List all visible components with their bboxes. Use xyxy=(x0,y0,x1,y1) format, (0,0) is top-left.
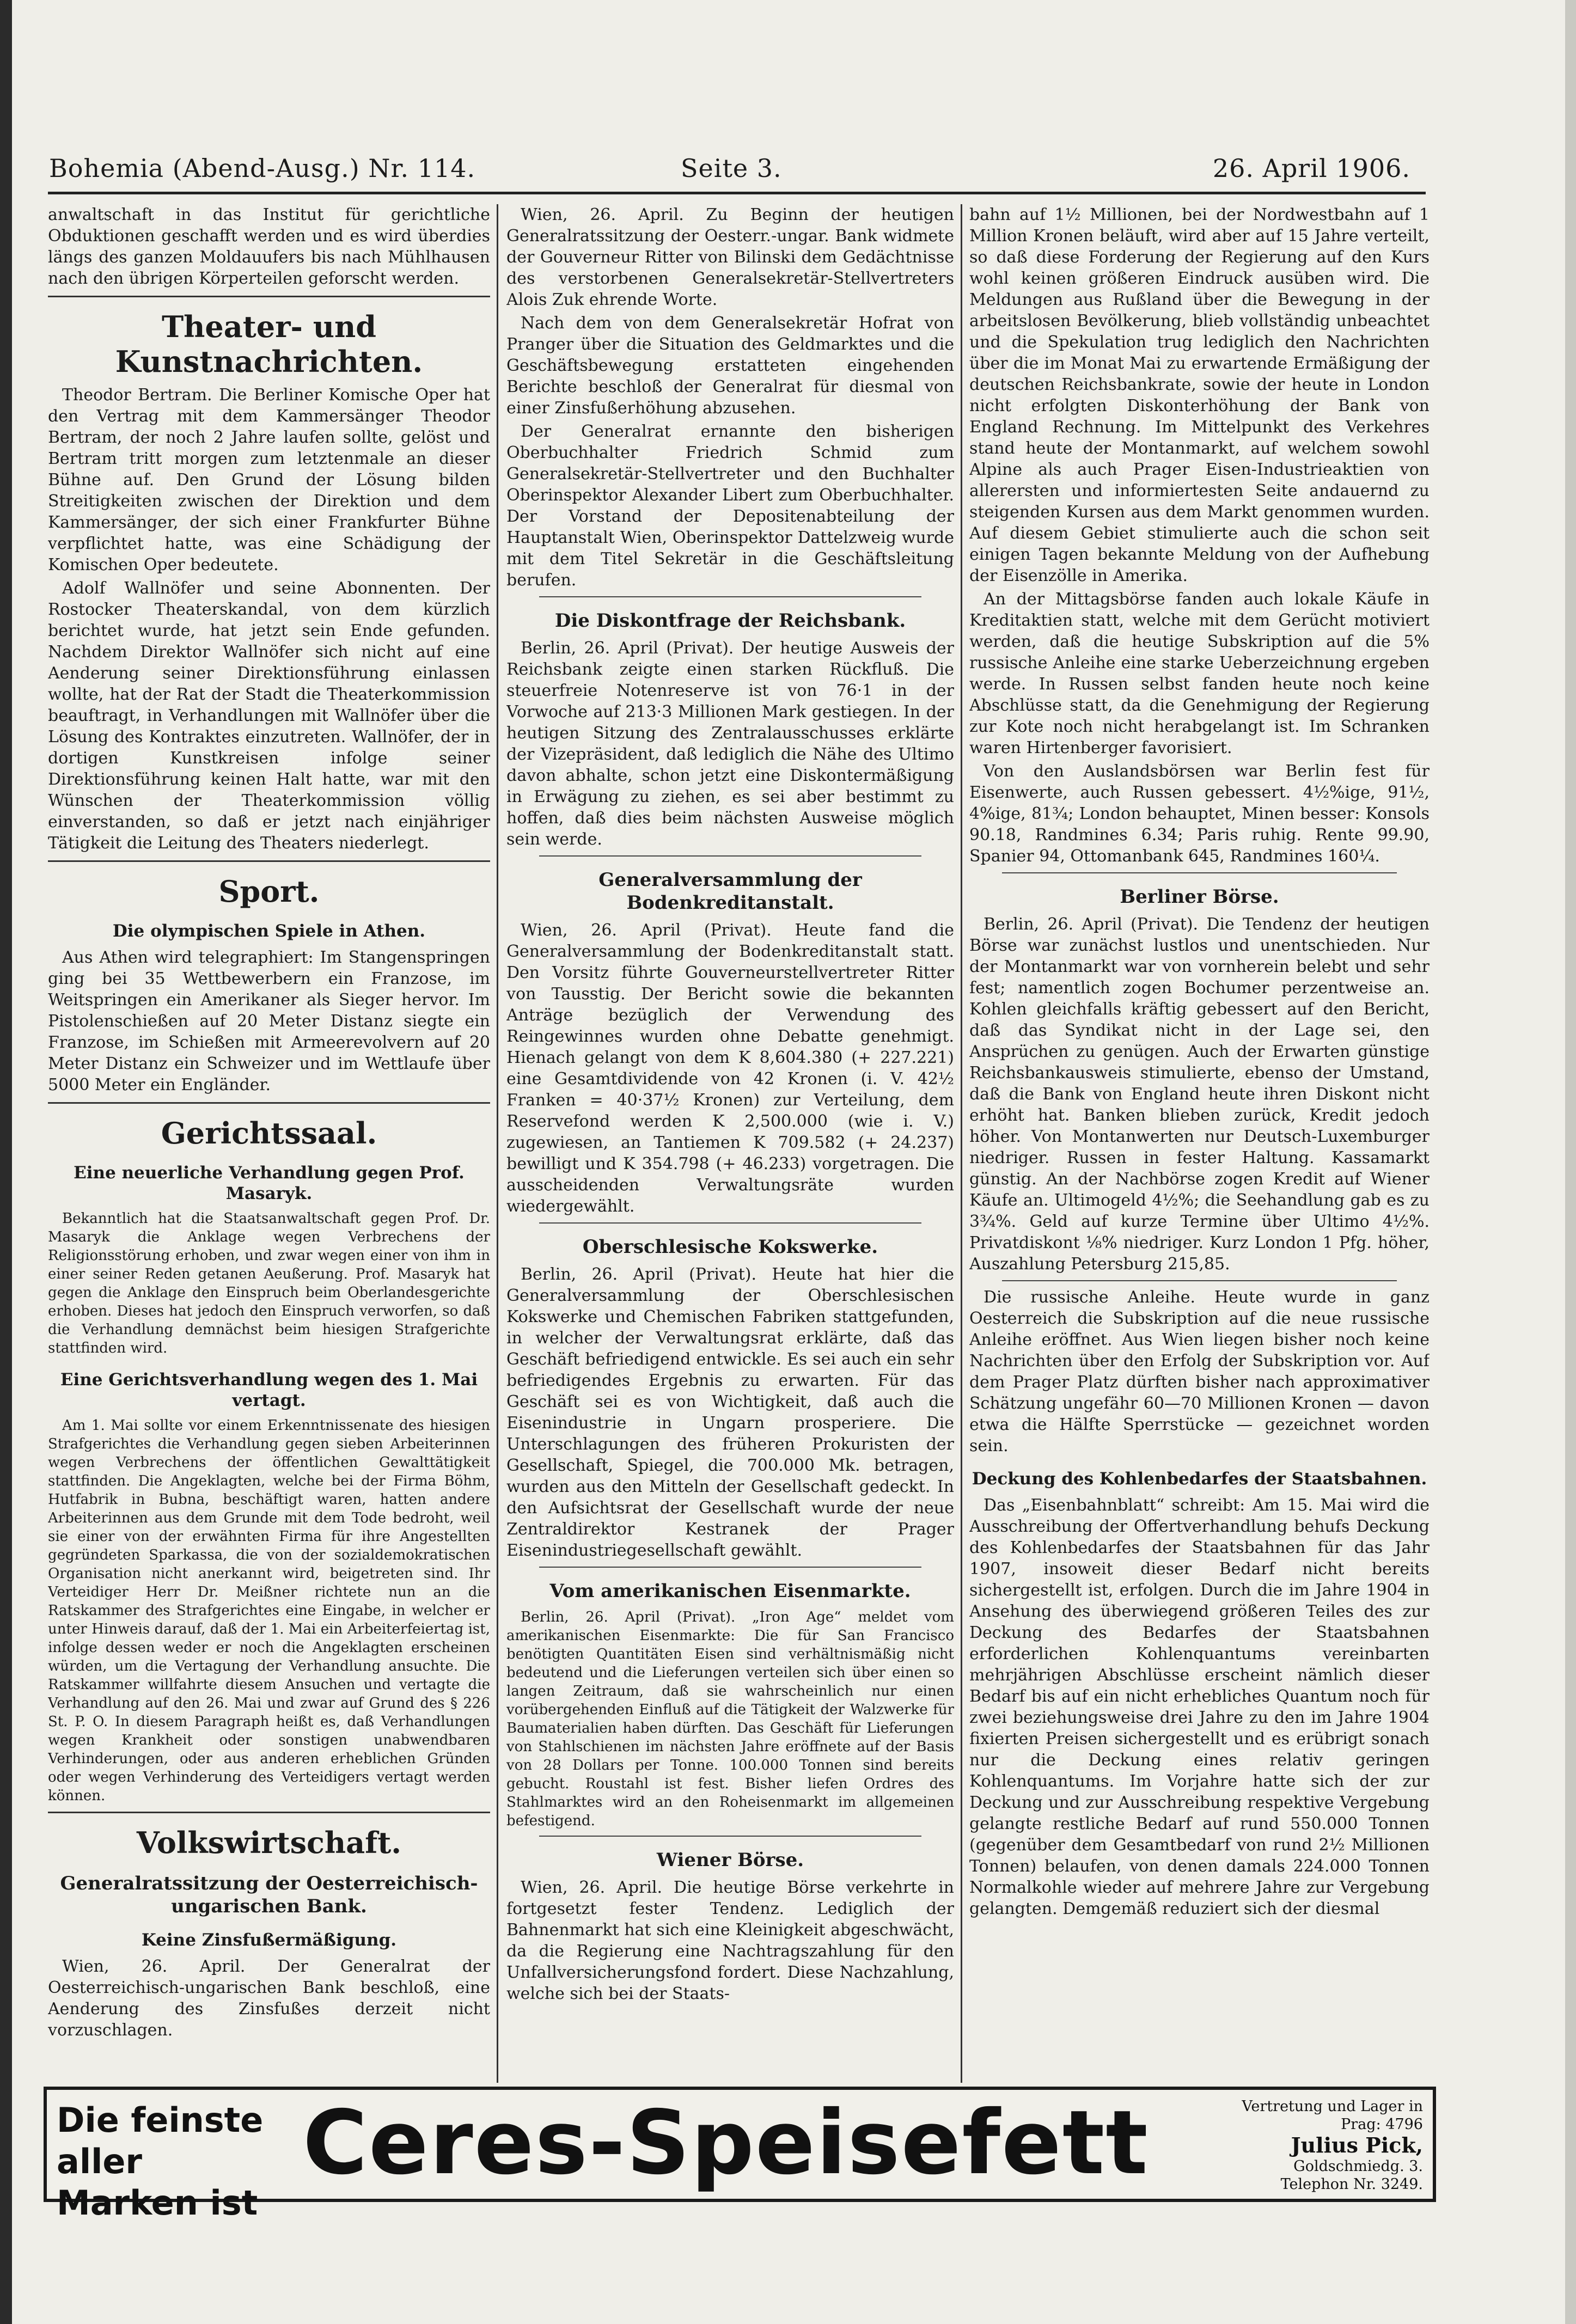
section-divider xyxy=(48,296,490,297)
ad-tagline xyxy=(57,2100,285,2223)
article-wiener-boerse: Wien, 26. April. Die heutige Börse verkehrte in fortgesetzt fester Tendenz. Lediglich der Bahnenmarkt hat sich eine Kleinigkeit abgeschwächt, da die Regierung eine Nachtragszahlung für den Unfallversicherungsfond fordert. Diese Nachzahlung, welche sich bei der Staats- xyxy=(506,1878,954,2003)
column-2 xyxy=(506,204,954,2083)
article-diskont: Berlin, 26. April (Privat). Der heutige Ausweis der Reichsbank zeigte einen starken Rückfluß. Die steuerfreie Notenreserve ist von 76·1 in der Vorwoche auf 213·3 Millionen Mark gestiegen. In der heutigen Sitzung des Zentralausschusses erklärte der Vizepräsident, daß lediglich die Nähe des Ultimo davon abhalte, schon jetzt eine Diskontermäßigung in Erwägung zu ziehen, es sei aber bestimmt zu hoffen, daß dies beim nächsten Ausweise möglich sein werde. xyxy=(506,639,954,849)
article-auslandsboersen: Von den Auslandsbörsen war Berlin fest für Eisenwerte, auch Russen gebessert. 4½%ige, 91½, 4%ige, 81¾; London behauptet, Minen besser: Konsols 90.18, Randmines 6.34; Paris ruhig. Rente 99.90, Spanier 94, Ottomanbank 645, Randmines 160¼. xyxy=(969,762,1430,866)
headline-bodenkredit: Generalversammlung der Bodenkreditanstalt. xyxy=(598,869,862,914)
ad-vendor-line1: Vertretung und Lager in xyxy=(1242,2098,1423,2115)
section-title-court: Gerichtssaal. xyxy=(161,1116,377,1151)
header-date: 26. April 1906. xyxy=(1212,154,1410,183)
header-rule xyxy=(48,192,1426,194)
ad-vendor-phone: Telephon Nr. 3249. xyxy=(1280,2176,1423,2193)
article-russische-anleihe: Die russische Anleihe. Heute wurde in ganz Oesterreich die Subskription auf die neue russische Anleihe eröffnet. Aus Wien liegen bisher noch keine Nachrichten über den Erfolg der Subskription vor. Auf dem Prager Platz dürften bisher nach approximativer Schätzung ungefähr 60—70 Millionen Kronen — davon etwa die Hälfte Sperrstücke — gezeichnet worden sein. xyxy=(969,1288,1430,1455)
section-divider xyxy=(48,1102,490,1104)
ad-tagline-line1: Die feinste aller xyxy=(57,2100,264,2181)
article-mittagsboerse: An der Mittagsbörse fanden auch lokale Käufe in Kreditaktien statt, welche mit dem Gerücht motiviert werden, daß die heutige Subskription auf die 5% russische Anleihe eine starke Ueberzeichnung ergeben werde. In Russen selbst fanden heute noch keine Abschlüsse statt, da die Genehmigung der Regierung zur Kote noch nicht herabgelangt ist. Im Schranken waren Hirtenberger favorisiert. xyxy=(969,590,1430,757)
advertisement-ceres xyxy=(44,2087,1436,2223)
article-eisenmarkt: Berlin, 26. April (Privat). „Iron Age“ meldet vom amerikanischen Eisenmarkte: Die für San Francisco benötigten Quantitäten Eisen sind verhältnismäßig nicht bedeutend und die Lieferungen verteilen sich über einen so langen Zeitraum, daß sie wahrscheinlich nur einen vorübergehenden Einfluß auf die Tätigkeit der Walzwerke für Baumaterialien haben dürften. Das Geschäft für Lieferungen von Stahlschienen im nächsten Jahre eröffnete auf der Basis von 28 Dollars per Tonne. 100.000 Tonnen sind bereits gebucht. Roustahl ist fest. Bisher liefen Ordres des Stahlmarktes wird an den Roheisenmarkt im allgemeinen befestigend. xyxy=(506,1609,954,1829)
headline-wiener-boerse: Wiener Börse. xyxy=(656,1849,804,1871)
article-divider xyxy=(539,1222,921,1224)
section-title-economy: Volkswirtschaft. xyxy=(136,1825,402,1860)
ad-vendor-name: Julius Pick, xyxy=(1291,2133,1423,2157)
column-3 xyxy=(969,204,1430,2083)
article-continuation: anwaltschaft in das Institut für gerichtliche Obduktionen geschafft werden und es wird überdies längs des ganzen Moldauufers bis nach Mühlhausen nach den übrigen Körperteilen geforscht werden. xyxy=(48,205,490,288)
section-divider xyxy=(48,1812,490,1813)
headline-mai: Eine Gerichtsverhandlung wegen des 1. Mai vertagt. xyxy=(60,1370,478,1410)
header-page-number: Seite 3. xyxy=(681,154,782,183)
column-rule-1 xyxy=(497,204,498,2083)
section-divider xyxy=(48,860,490,862)
article-divider xyxy=(539,596,921,597)
headline-eisenmarkt: Vom amerikanischen Eisenmarkte. xyxy=(549,1580,911,1602)
article-generalrat-sitzung: Wien, 26. April. Zu Beginn der heutigen Generalratssitzung der Oesterr.-ungar. Bank widmete der Gouverneur Ritter von Bilinski dem Gedächtnisse des verstorbenen Generalsekretär-Stellvertreters Alois Zuk ehrende Worte. xyxy=(506,205,954,309)
article-kokswerke: Berlin, 26. April (Privat). Heute hat hier die Generalversammlung der Oberschlesischen Kokswerke und Chemischen Fabriken stattgefunden, in welcher der Verwaltungsrat erklärte, daß das Geschäft befriedigend entwickle. Es sei auch ein sehr befriedigendes Ergebnis zu erwarten. Für das Geschäft sei es von Wichtigkeit, daß auch die Eisenindustrie in Ungarn prosperiere. Die Unterschlagungen des früheren Prokuristen der Gesellschaft, Spiegel, die 700.000 Mk. betragen, wurden aus den Mitteln der Gesellschaft gedeckt. In den Aufsichtsrat der Gesellschaft wurde der neue Zentraldirektor Kestranek der Prager Eisenindustriegesellschaft gewählt. xyxy=(506,1265,954,1560)
scan-edge-right xyxy=(1565,0,1576,2324)
headline-zins: Keine Zinsfußermäßigung. xyxy=(141,1930,397,1950)
article-masaryk: Bekanntlich hat die Staatsanwaltschaft gegen Prof. Dr. Masaryk die Anklage wegen Verbrechens der Religionsstörung erhoben, und zwar wegen einer von ihm in einer seiner Reden getanen Aeußerung. Prof. Masaryk hat gegen die Anklage den Einspruch beim Oberlandesgerichte erhoben. Dieses hat jedoch den Einspruch verworfen, so daß die Verhandlung demnächst beim hiesigen Strafgerichte stattfinden wird. xyxy=(48,1210,490,1356)
ad-tagline-line2: Marken ist xyxy=(57,2183,258,2223)
ad-vendor-address: Goldschmiedg. 3. xyxy=(1293,2158,1423,2175)
article-kohlenbedarf: Das „Eisenbahnblatt“ schreibt: Am 15. Mai wird die Ausschreibung der Offertverhandlung behufs Deckung des Kohlenbedarfes der Staatsbahnen für das Jahr 1907, insoweit dieser Bedarf nicht bereits sichergestellt ist, erfolgen. Durch die im Jahre 1904 in Ansehung des überwiegend größeren Teiles des zur Deckung des Bedarfes der Staatsbahnen erforderlichen Kohlenquantums vereinbarten mehrjährigen Abschlüsse erscheint nämlich dieser Bedarf bis auf ein nicht erhebliches Quantum noch für zwei beziehungsweise drei Jahre zu den im Jahre 1904 fixierten Preisen sichergestellt und es erübrigt sonach nur die Deckung eines relativ geringen Kohlenquantums. Im Vorjahre hatte sich der zur Deckung und zur Ausschreibung respektive Vergebung gelangte restliche Bedarf auf rund 550.000 Tonnen (gegenüber dem Gesamtbedarf von rund 2½ Millionen Tonnen) belaufen, von denen damals 224.000 Tonnen Normalkohle wieder auf mehrere Jahre zur Vergebung gelangten. Demgemäß reduziert sich der diesmal xyxy=(969,1496,1430,1918)
headline-masaryk: Eine neuerliche Verhandlung gegen Prof. Masaryk. xyxy=(74,1163,465,1203)
ad-vendor-info xyxy=(1194,2097,1423,2193)
headline-berliner-boerse: Berliner Börse. xyxy=(1120,886,1279,908)
article-generalrat-ernennung: Der Generalrat ernannte den bisherigen Oberbuchhalter Friedrich Schmid zum Generalsekretär-Stellvertreter und den Buchhalter Oberinspektor Alexander Libert zum Oberbuchhalter. Der Vorstand der Depositenabteilung der Hauptanstalt Wien, Oberinspektor Dattelzweig wurde mit dem Titel Sekretär in die Geschäftsleitung berufen. xyxy=(506,422,954,590)
headline-generalrat: Generalratssitzung der Oesterreichisch-ungarischen Bank. xyxy=(60,1873,478,1917)
article-bertram: Theodor Bertram. Die Berliner Komische Oper hat den Vertrag mit dem Kammersänger Theodor Bertram, der noch 2 Jahre laufen sollte, gelöst und Bertram tritt morgen zum letztenmale an dieser Bühne auf. Den Grund der Lösung bilden Streitigkeiten zwischen der Direktion und dem Kammersänger, der sich einer Frankfurter Bühne verpflichtet hatte, was eine Schädigung der Komischen Oper bedeutete. xyxy=(48,386,490,574)
headline-olympic: Die olympischen Spiele in Athen. xyxy=(112,921,426,941)
headline-kokswerke: Oberschlesische Kokswerke. xyxy=(582,1236,878,1258)
article-wien-bank: Wien, 26. April. Der Generalrat der Oesterreichisch-ungarischen Bank beschloß, eine Aenderung des Zinsfußes derzeit nicht vorzuschlagen. xyxy=(48,1957,490,2040)
headline-kohlenbedarf: Deckung des Kohlenbedarfes der Staatsbahnen. xyxy=(972,1469,1427,1489)
section-title-sport: Sport. xyxy=(218,874,320,909)
ad-vendor-line2: Prag: 4796 xyxy=(1341,2116,1423,2133)
article-bodenkredit: Wien, 26. April (Privat). Heute fand die Generalversammlung der Bodenkreditanstalt statt. Den Vorsitz führte Gouverneurstellvertreter Ritter von Tausstig. Der Bericht sowie die bekannten Anträge bezüglich der Verwendung des Reingewinnes wurden ohne Debatte genehmigt. Hienach gelangt von dem K 8,604.380 (+ 227.221) eine Gesamtdividende von 42 Kronen (i. V. 42½ Franken = 40·37½ Kronen) zur Verteilung, dem Reservefond werden K 2,500.000 (wie i. V.) zugewiesen, an Tantiemen K 709.582 (+ 24.237) bewilligt und K 354.798 (+ 46.233) vorgetragen. Die ausscheidenden Verwaltungsräte wurden wiedergewählt. xyxy=(506,921,954,1216)
header-publication: Bohemia (Abend-Ausg.) Nr. 114. xyxy=(49,154,476,183)
article-berliner-boerse: Berlin, 26. April (Privat). Die Tendenz der heutigen Börse war zunächst lustlos und unentschieden. Nur der Montanmarkt war von vornherein belebt und sehr fest; namentlich zogen Bochumer perzentweise an. Kohlen gleichfalls kräftig gebessert auf den Bericht, daß das Syndikat nicht in der Lage sei, den Ansprüchen zu genügen. Auch der Erwarten günstige Reichsbankausweis stimulierte, ebenso der Umstand, daß die Bank von England heute ihren Diskont nicht erhöht hat. Banken blieben zurück, Kredit jedoch höher. Von Montanwerten nur Deutsch-Luxemburger niedriger. Russen in fester Haltung. Kassamarkt günstig. An der Nachbörse zogen Kredit auf Wiener Käufe an. Ultimogeld 4½%; die Seehandlung gab es zu 3¾%. Geld auf kurze Termine über Ultimo 4½%. Privatdiskont ⅛% niedriger. Kurz London 1 Pfg. höher, Auszahlung Petersburg 215,85. xyxy=(969,915,1430,1274)
article-wallnoefer: Adolf Wallnöfer und seine Abonnenten. Der Rostocker Theaterskandal, von dem kürzlich berichtet wurde, hat jetzt sein Ende gefunden. Nachdem Direktor Wallnöfer sich nicht auf eine Aenderung seiner Direktionsführung einlassen wollte, hat der Rat der Stadt die Theaterkommission beauftragt, in Verhandlungen mit Wallnöfer über die Lösung des Kontraktes einzutreten. Wallnöfer, der in dortigen Kunstkreisen infolge seiner Direktionsführung keinen Halt hatte, war mit den Wünschen der Theaterkommission völlig einverstanden, so daß er jetzt nach einjähriger Tätigkeit die Leitung des Theaters niederlegt. xyxy=(48,579,490,853)
article-generalrat-bericht: Nach dem von dem Generalsekretär Hofrat von Pranger über die Situation des Geldmarktes und die Geschäftsbewegung erstatteten eingehenden Berichte beschloß der Generalrat für diesmal von einer Zinsfußerhöhung abzusehen. xyxy=(506,314,954,418)
article-divider xyxy=(1002,1280,1397,1281)
article-divider xyxy=(539,1567,921,1568)
article-olympic: Aus Athen wird telegraphiert: Im Stangenspringen ging bei 35 Wettbewerbern ein Franzose, im Weitspringen ein Amerikaner als Sieger hervor. Im Pistolenschießen auf 20 Meter Distanz siegte ein Franzose, im Schießen mit Armeerevolvern auf 20 Meter Distanz ein Schweizer und im Wettlaufe über 5000 Meter ein Engländer. xyxy=(48,948,490,1094)
headline-diskont: Die Diskontfrage der Reichsbank. xyxy=(554,610,906,632)
ad-brand-name: Ceres-Speisefett xyxy=(303,2092,1149,2194)
article-divider xyxy=(1002,872,1397,873)
column-rule-2 xyxy=(961,204,962,2083)
article-divider xyxy=(539,855,921,857)
scan-edge-left xyxy=(0,0,12,2324)
article-boerse-continuation: bahn auf 1½ Millionen, bei der Nordwestbahn auf 1 Million Kronen beläuft, wird aber auf 15 Jahre verteilt, so daß diese Forderung der Regierung auf den Kurs wohl keinen größeren Eindruck ausüben wird. Die Meldungen aus Rußland über die Bewegung in der arbeitslosen Bevölkerung, blieb vollständig unbeachtet und die Spekulation trug lediglich den Nachrichten über die im Monat Mai zu erwartende Ermäßigung der deutschen Reichsbankrate, sowie der heute in London nicht erfolgten Diskonterhöhung der Bank von England Rechnung. Im Mittelpunkt des Verkehres stand heute der Montanmarkt, auf welchem sowohl Alpine als auch Prager Eisen-Industrieaktien von allerersten und informiertesten Seite andauernd zu steigenden Kursen aus dem Markt genommen wurden. Auf diesem Gebiet stimulierte auch die schon seit einigen Tagen bekannte Meldung von der Aufhebung der Eisenzölle in Amerika. xyxy=(969,205,1430,585)
column-1 xyxy=(48,204,490,2083)
section-title-theater: Theater- und Kunstnachrichten. xyxy=(115,309,423,379)
page-header xyxy=(49,154,1410,192)
article-divider xyxy=(539,1836,921,1837)
article-mai: Am 1. Mai sollte vor einem Erkenntnissenate des hiesigen Strafgerichtes die Verhandlung gegen sieben Arbeiterinnen wegen Verbrechens der öffentlichen Gewalttätigkeit stattfinden. Die Angeklagten, welche bei der Firma Böhm, Hutfabrik in Bubna, beschäftigt waren, hatten andere Arbeiterinnen aus dem Grunde mit dem Tode bedroht, weil sie einer von der erwähnten Firma für ihre Angestellten gegründeten Sparkassa, die von der sozialdemokratischen Organisation nicht anerkannt wird, beigetreten sind. Ihr Verteidiger Herr Dr. Meißner richtete nun an die Ratskammer des Strafgerichtes eine Eingabe, in welcher er unter Hinweis darauf, daß der 1. Mai ein Arbeiterfeiertag ist, infolge dessen weder er noch die Angeklagten erscheinen würden, um die Vertagung der Verhandlung ansuchte. Die Ratskammer willfahrte diesem Ansuchen und vertagte die Verhandlung auf den 26. Mai und zwar auf Grund des § 226 St. P. O. In diesem Paragraph heißt es, daß Verhandlungen wegen Krankheit oder sonstigen unabwendbaren Verhinderungen, oder aus anderen erheblichen Gründen oder wegen Verhinderung des Verteidigers vertagt werden können. xyxy=(48,1417,490,1804)
